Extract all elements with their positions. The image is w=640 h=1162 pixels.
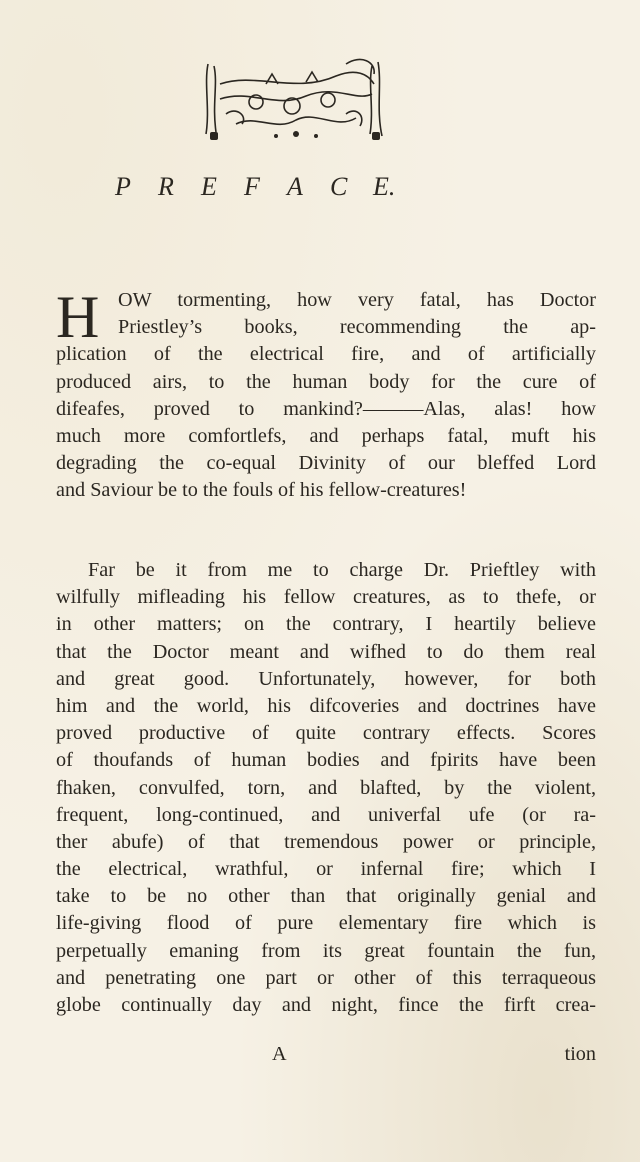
text-line: that the Doctor meant and wifhed to do them real — [56, 640, 596, 663]
text-line: and penetrating one part or other of this terraqueous — [56, 966, 596, 989]
heading-letter: R — [158, 172, 174, 201]
text-line: produced airs, to the human body for the cure of — [56, 370, 596, 393]
text-line: OW tormenting, how very fatal, has Doctor — [118, 289, 596, 311]
text-line: degrading the co-equal Divinity of our bleffed Lord — [56, 452, 596, 475]
heading-letter: P — [115, 172, 131, 201]
paragraph-1 — [56, 284, 596, 505]
drop-cap: H — [56, 284, 100, 350]
heading-letter: F — [244, 172, 260, 201]
heading-letter: E — [201, 172, 217, 201]
text-line: life-giving flood of pure elementary fire which is — [56, 912, 596, 935]
heading-letter: C — [330, 172, 348, 201]
text-line: much more comfortlefs, and perhaps fatal, muft his — [56, 424, 596, 447]
text-line: globe continually day and night, fince the firft crea- — [56, 994, 596, 1016]
text-line: frequent, long-continued, and univerfal ufe (or ra- — [56, 803, 596, 826]
decorative-headpiece-ornament — [196, 54, 396, 144]
text-line: of thoufands of human bodies and fpirits have been — [56, 749, 596, 772]
text-line: and Saviour be to the fouls of his fellow-creatures! — [56, 479, 467, 502]
heading-letter: E. — [373, 172, 396, 201]
text-line: Priestley’s books, recommending the ap- — [118, 316, 596, 339]
text-line: him and the world, his difcoveries and doctrines have — [56, 694, 596, 717]
text-line: perpetually emaning from its great fountain the fun, — [56, 939, 596, 962]
text-line: plication of the electrical fire, and of artificially — [56, 343, 596, 366]
text-line: wilfully mifleading his fellow creatures, as to thefe, or — [56, 586, 596, 609]
heading-letter: A — [287, 172, 303, 201]
text-line: take to be no other than that originally genial and — [56, 885, 596, 908]
text-line: in other matters; on the contrary, I heartily believe — [56, 613, 596, 636]
text-line: fhaken, convulfed, torn, and blafted, by the violent, — [56, 776, 596, 799]
text-line: Far be it from me to charge Dr. Prieftley with — [88, 559, 596, 581]
paragraph-2 — [56, 557, 596, 1019]
text-line: ther abufe) of that tremendous power or principle, — [56, 830, 596, 853]
signature-mark: A — [272, 1043, 287, 1065]
text-line: difeafes, proved to mankind?———Alas, alas! how — [56, 397, 596, 420]
preface-heading — [115, 172, 455, 202]
text-line: and great good. Unfortunately, however, for both — [56, 667, 596, 690]
catchword: tion — [564, 1043, 596, 1065]
text-line: the electrical, wrathful, or infernal fire; which I — [56, 858, 596, 881]
text-line: proved productive of quite contrary effects. Scores — [56, 722, 596, 745]
